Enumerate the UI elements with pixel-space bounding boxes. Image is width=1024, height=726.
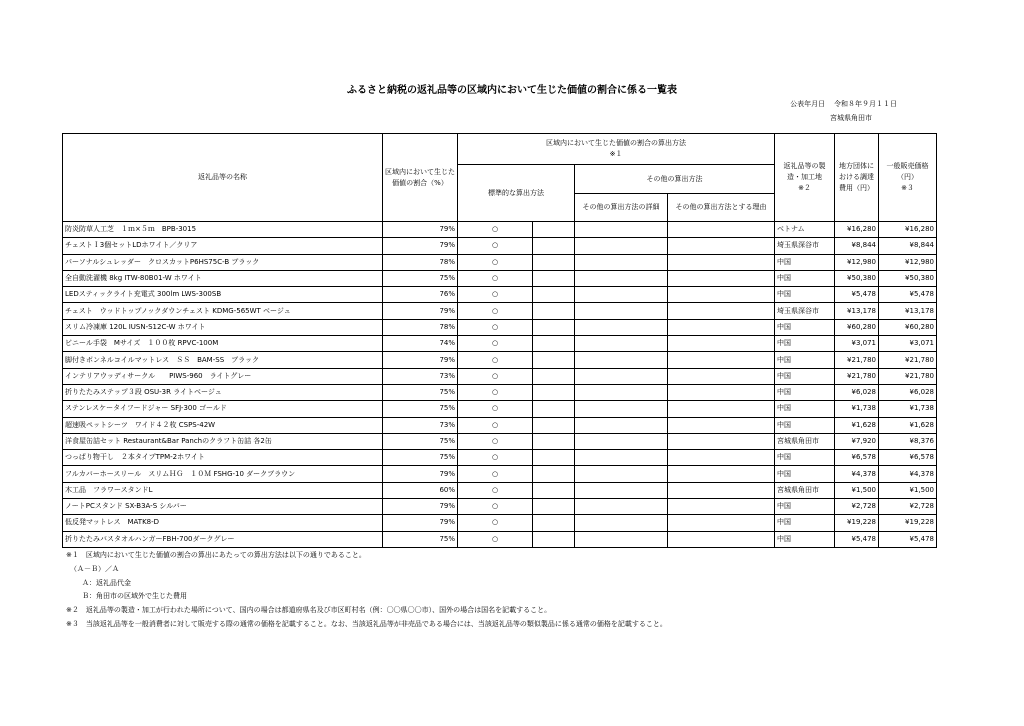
- cell-place: 中国: [775, 368, 835, 384]
- table-row: [63, 368, 937, 384]
- cell-place: 中国: [775, 515, 835, 531]
- cell-item-name: 洋食屋缶詰セット Restaurant&Bar Panchのクラフト缶詰 各2缶: [63, 433, 383, 449]
- cell-standard-method: ○: [458, 417, 533, 433]
- cell-local-cost: ¥19,228: [835, 515, 879, 531]
- cell-standard-blank: [533, 368, 575, 384]
- cell-standard-method: ○: [458, 482, 533, 498]
- cell-ratio: 75%: [383, 384, 458, 400]
- cell-item-name: スリム冷凍庫 120L IUSN-S12C-W ホワイト: [63, 319, 383, 335]
- cell-retail-price: ¥60,280: [879, 319, 937, 335]
- cell-retail-price: ¥8,844: [879, 238, 937, 254]
- cell-place: 中国: [775, 270, 835, 286]
- table-row: [63, 499, 937, 515]
- cell-retail-price: ¥3,071: [879, 336, 937, 352]
- cell-other-detail: [575, 482, 668, 498]
- header-retail-label: 一般販売価格（円）: [886, 162, 929, 181]
- header-calc-method: [458, 134, 775, 165]
- cell-retail-price: ¥50,380: [879, 270, 937, 286]
- cell-retail-price: ¥8,376: [879, 433, 937, 449]
- cell-other-reason: [668, 336, 775, 352]
- table-row: [63, 352, 937, 368]
- cell-other-detail: [575, 466, 668, 482]
- cell-item-name: 低反発マットレス MATK8-D: [63, 515, 383, 531]
- cell-other-detail: [575, 352, 668, 368]
- cell-other-reason: [668, 531, 775, 547]
- header-place-note: ※２: [798, 184, 811, 192]
- cell-standard-blank: [533, 336, 575, 352]
- cell-retail-price: ¥1,628: [879, 417, 937, 433]
- cell-retail-price: ¥19,228: [879, 515, 937, 531]
- cell-standard-method: ○: [458, 270, 533, 286]
- cell-retail-price: ¥4,378: [879, 466, 937, 482]
- cell-local-cost: ¥7,920: [835, 433, 879, 449]
- publish-date-value: 令和８年９月１１日: [834, 100, 897, 108]
- cell-standard-method: ○: [458, 515, 533, 531]
- cell-other-reason: [668, 238, 775, 254]
- cell-item-name: インテリアウッディサークル PIWS-960 ライトグレー: [63, 368, 383, 384]
- header-retail-price: [879, 134, 937, 222]
- cell-standard-blank: [533, 531, 575, 547]
- cell-item-name: 木工品 フラワースタンドL: [63, 482, 383, 498]
- cell-other-reason: [668, 319, 775, 335]
- cell-ratio: 76%: [383, 287, 458, 303]
- cell-place: 中国: [775, 336, 835, 352]
- cell-standard-blank: [533, 482, 575, 498]
- cell-standard-blank: [533, 499, 575, 515]
- cell-other-reason: [668, 401, 775, 417]
- cell-other-detail: [575, 368, 668, 384]
- cell-item-name: 折りたたみステップ３段 OSU-3R ライトベージュ: [63, 384, 383, 400]
- cell-other-detail: [575, 531, 668, 547]
- footnote-b: Ｂ：角田市の区域外で生じた費用: [82, 592, 187, 601]
- cell-standard-method: ○: [458, 336, 533, 352]
- cell-place: 中国: [775, 401, 835, 417]
- cell-place: 中国: [775, 254, 835, 270]
- cell-local-cost: ¥2,728: [835, 499, 879, 515]
- cell-place: 中国: [775, 450, 835, 466]
- cell-standard-method: ○: [458, 450, 533, 466]
- cell-ratio: 79%: [383, 238, 458, 254]
- cell-ratio: 75%: [383, 401, 458, 417]
- cell-other-reason: [668, 417, 775, 433]
- header-retail-note: ※３: [901, 184, 914, 192]
- cell-other-detail: [575, 270, 668, 286]
- cell-ratio: 79%: [383, 352, 458, 368]
- cell-item-name: 防炎防草人工芝 １ｍ×５ｍ BPB-3015: [63, 222, 383, 238]
- cell-local-cost: ¥1,738: [835, 401, 879, 417]
- cell-standard-blank: [533, 515, 575, 531]
- table-row: [63, 319, 937, 335]
- table-row: [63, 254, 937, 270]
- table-row: [63, 482, 937, 498]
- cell-retail-price: ¥6,028: [879, 384, 937, 400]
- cell-other-reason: [668, 303, 775, 319]
- cell-local-cost: ¥21,780: [835, 368, 879, 384]
- cell-other-reason: [668, 254, 775, 270]
- gift-value-table: [62, 133, 937, 548]
- table-body: [63, 222, 937, 548]
- publish-date-line: [790, 99, 897, 109]
- cell-place: 埼玉県深谷市: [775, 238, 835, 254]
- cell-ratio: 79%: [383, 222, 458, 238]
- table-row: [63, 222, 937, 238]
- cell-local-cost: ¥6,578: [835, 450, 879, 466]
- cell-standard-method: ○: [458, 531, 533, 547]
- cell-ratio: 75%: [383, 450, 458, 466]
- cell-standard-blank: [533, 466, 575, 482]
- cell-item-name: 折りたたみバスタオルハンガーFBH-700ダークグレー: [63, 531, 383, 547]
- cell-retail-price: ¥12,980: [879, 254, 937, 270]
- cell-standard-blank: [533, 238, 575, 254]
- cell-local-cost: ¥5,478: [835, 287, 879, 303]
- cell-item-name: ステンレスケータイフードジャー SFJ-300 ゴールド: [63, 401, 383, 417]
- header-calc-method-title: 区域内において生じた価値の割合の算出方法: [546, 139, 686, 147]
- cell-local-cost: ¥8,844: [835, 238, 879, 254]
- cell-other-reason: [668, 270, 775, 286]
- cell-other-detail: [575, 417, 668, 433]
- table-row: [63, 450, 937, 466]
- cell-retail-price: ¥16,280: [879, 222, 937, 238]
- cell-retail-price: ¥13,178: [879, 303, 937, 319]
- cell-other-reason: [668, 433, 775, 449]
- cell-retail-price: ¥1,738: [879, 401, 937, 417]
- cell-local-cost: ¥60,280: [835, 319, 879, 335]
- cell-place: 中国: [775, 384, 835, 400]
- footnote-a: Ａ：返礼品代金: [82, 578, 131, 587]
- cell-ratio: 79%: [383, 466, 458, 482]
- cell-standard-blank: [533, 222, 575, 238]
- cell-standard-blank: [533, 287, 575, 303]
- cell-place: 中国: [775, 319, 835, 335]
- table-row: [63, 336, 937, 352]
- cell-standard-method: ○: [458, 433, 533, 449]
- cell-standard-method: ○: [458, 401, 533, 417]
- table-row: [63, 303, 937, 319]
- cell-standard-blank: [533, 352, 575, 368]
- table-row: [63, 466, 937, 482]
- cell-item-name: ビニール手袋 Mサイズ １００枚 RPVC-100M: [63, 336, 383, 352]
- cell-other-reason: [668, 352, 775, 368]
- table-header: [63, 134, 937, 222]
- publish-date-label: 公表年月日: [790, 100, 826, 108]
- cell-standard-method: ○: [458, 303, 533, 319]
- cell-local-cost: ¥6,028: [835, 384, 879, 400]
- cell-retail-price: ¥5,478: [879, 287, 937, 303]
- cell-other-reason: [668, 450, 775, 466]
- cell-other-reason: [668, 368, 775, 384]
- table-row: [63, 401, 937, 417]
- cell-other-detail: [575, 450, 668, 466]
- cell-standard-method: ○: [458, 319, 533, 335]
- cell-place: 中国: [775, 499, 835, 515]
- cell-other-reason: [668, 499, 775, 515]
- cell-place: 埼玉県深谷市: [775, 303, 835, 319]
- cell-item-name: 脚付きボンネルコイルマットレス ＳＳ BAM-SS ブラック: [63, 352, 383, 368]
- cell-item-name: フルカバーホースリール スリムＨＧ １０Ｍ FSHG-10 ダークブラウン: [63, 466, 383, 482]
- cell-retail-price: ¥6,578: [879, 450, 937, 466]
- cell-ratio: 79%: [383, 515, 458, 531]
- cell-place: 中国: [775, 352, 835, 368]
- table-row: [63, 384, 937, 400]
- header-other-detail: その他の算出方法の詳細: [575, 194, 668, 222]
- footnote-2: ※２ 返礼品等の製造・加工が行われた場所について、国内の場合は都道府県名及び市区町村名（例：〇〇県〇〇市）、国外の場合は国名を記載すること。: [66, 606, 552, 615]
- cell-other-detail: [575, 336, 668, 352]
- cell-local-cost: ¥1,628: [835, 417, 879, 433]
- table-row: [63, 287, 937, 303]
- cell-standard-method: ○: [458, 384, 533, 400]
- cell-local-cost: ¥16,280: [835, 222, 879, 238]
- cell-local-cost: ¥1,500: [835, 482, 879, 498]
- table-row: [63, 270, 937, 286]
- cell-standard-blank: [533, 254, 575, 270]
- cell-local-cost: ¥13,178: [835, 303, 879, 319]
- cell-other-detail: [575, 499, 668, 515]
- header-place: [775, 134, 835, 222]
- cell-ratio: 73%: [383, 368, 458, 384]
- header-place-label: 返礼品等の製造・加工地: [783, 162, 826, 181]
- cell-place: 中国: [775, 531, 835, 547]
- cell-standard-method: ○: [458, 499, 533, 515]
- table-row: [63, 515, 937, 531]
- cell-retail-price: ¥2,728: [879, 499, 937, 515]
- cell-local-cost: ¥3,071: [835, 336, 879, 352]
- cell-place: 中国: [775, 466, 835, 482]
- table-row: [63, 433, 937, 449]
- cell-local-cost: ¥50,380: [835, 270, 879, 286]
- cell-ratio: 75%: [383, 531, 458, 547]
- cell-other-reason: [668, 466, 775, 482]
- cell-other-reason: [668, 482, 775, 498]
- cell-standard-blank: [533, 303, 575, 319]
- cell-local-cost: ¥21,780: [835, 352, 879, 368]
- footnote-1: ※１ 区域内において生じた価値の割合の算出にあたっての算出方法は以下の通りであること。: [66, 551, 366, 559]
- cell-ratio: 60%: [383, 482, 458, 498]
- cell-item-name: ノートPCスタンド SX-B3A-S シルバー: [63, 499, 383, 515]
- cell-standard-method: ○: [458, 352, 533, 368]
- cell-other-detail: [575, 287, 668, 303]
- cell-standard-blank: [533, 433, 575, 449]
- table-row: [63, 417, 937, 433]
- header-calc-method-note: ※１: [609, 150, 623, 158]
- cell-local-cost: ¥12,980: [835, 254, 879, 270]
- cell-ratio: 74%: [383, 336, 458, 352]
- cell-ratio: 79%: [383, 303, 458, 319]
- cell-other-reason: [668, 515, 775, 531]
- cell-item-name: LEDスティックライト充電式 300lm LWS-300SB: [63, 287, 383, 303]
- cell-ratio: 79%: [383, 499, 458, 515]
- cell-item-name: チェストＩ3個セットLDホワイト／クリア: [63, 238, 383, 254]
- cell-retail-price: ¥1,500: [879, 482, 937, 498]
- cell-place: 中国: [775, 417, 835, 433]
- cell-standard-blank: [533, 319, 575, 335]
- header-other-method: その他の算出方法: [575, 165, 775, 194]
- cell-item-name: パーソナルシュレッダー クロスカットP6HS75C-B ブラック: [63, 254, 383, 270]
- cell-standard-method: ○: [458, 254, 533, 270]
- cell-standard-blank: [533, 384, 575, 400]
- cell-other-reason: [668, 384, 775, 400]
- cell-ratio: 78%: [383, 254, 458, 270]
- cell-item-name: 超速吸ペットシーツ ワイド４２枚 CSPS-42W: [63, 417, 383, 433]
- cell-ratio: 78%: [383, 319, 458, 335]
- cell-retail-price: ¥5,478: [879, 531, 937, 547]
- cell-other-reason: [668, 287, 775, 303]
- cell-item-name: 全自動洗濯機 8kg ITW-80B01-W ホワイト: [63, 270, 383, 286]
- cell-other-detail: [575, 319, 668, 335]
- header-ratio: 区域内において生じた価値の割合（%）: [383, 134, 458, 222]
- cell-other-detail: [575, 254, 668, 270]
- cell-other-detail: [575, 433, 668, 449]
- footnotes: [66, 549, 667, 632]
- cell-ratio: 73%: [383, 417, 458, 433]
- cell-retail-price: ¥21,780: [879, 368, 937, 384]
- cell-standard-blank: [533, 401, 575, 417]
- cell-standard-method: ○: [458, 466, 533, 482]
- cell-ratio: 75%: [383, 270, 458, 286]
- cell-place: 中国: [775, 287, 835, 303]
- cell-other-detail: [575, 384, 668, 400]
- cell-place: ベトナム: [775, 222, 835, 238]
- table-row: [63, 238, 937, 254]
- cell-standard-method: ○: [458, 287, 533, 303]
- footnote-3: ※３ 当該返礼品等を一般消費者に対して販売する際の通常の価格を記載すること。なお、当該返礼品等が非売品である場合には、当該返礼品等の類似製品に係る通常の価格を記載すること。: [66, 619, 667, 628]
- cell-other-detail: [575, 401, 668, 417]
- cell-standard-blank: [533, 450, 575, 466]
- municipality-name: 宮城県角田市: [830, 114, 872, 122]
- cell-other-detail: [575, 515, 668, 531]
- header-other-reason: その他の算出方法とする理由: [668, 194, 775, 222]
- header-local-cost: 地方団体における調達費用（円）: [835, 134, 879, 222]
- cell-standard-blank: [533, 270, 575, 286]
- cell-other-detail: [575, 222, 668, 238]
- cell-item-name: つっぱり物干し ２本タイプTPM-2ホワイト: [63, 450, 383, 466]
- table-row: [63, 531, 937, 547]
- cell-other-reason: [668, 222, 775, 238]
- cell-item-name: チェスト ウッドトップノックダウンチェスト KDMG-565WT ベージュ: [63, 303, 383, 319]
- cell-standard-blank: [533, 417, 575, 433]
- footnote-formula: （Ａ－Ｂ）／Ａ: [70, 564, 119, 573]
- cell-other-detail: [575, 238, 668, 254]
- cell-standard-method: ○: [458, 368, 533, 384]
- cell-standard-method: ○: [458, 222, 533, 238]
- cell-standard-method: ○: [458, 238, 533, 254]
- cell-place: 宮城県角田市: [775, 433, 835, 449]
- cell-place: 宮城県角田市: [775, 482, 835, 498]
- page-title: ふるさと納税の返礼品等の区域内において生じた価値の割合に係る一覧表: [347, 85, 677, 96]
- cell-local-cost: ¥5,478: [835, 531, 879, 547]
- cell-other-detail: [575, 303, 668, 319]
- cell-ratio: 75%: [383, 433, 458, 449]
- header-item-name: 返礼品等の名称: [63, 134, 383, 222]
- header-standard-method: 標準的な算出方法: [458, 165, 575, 222]
- cell-local-cost: ¥4,378: [835, 466, 879, 482]
- cell-retail-price: ¥21,780: [879, 352, 937, 368]
